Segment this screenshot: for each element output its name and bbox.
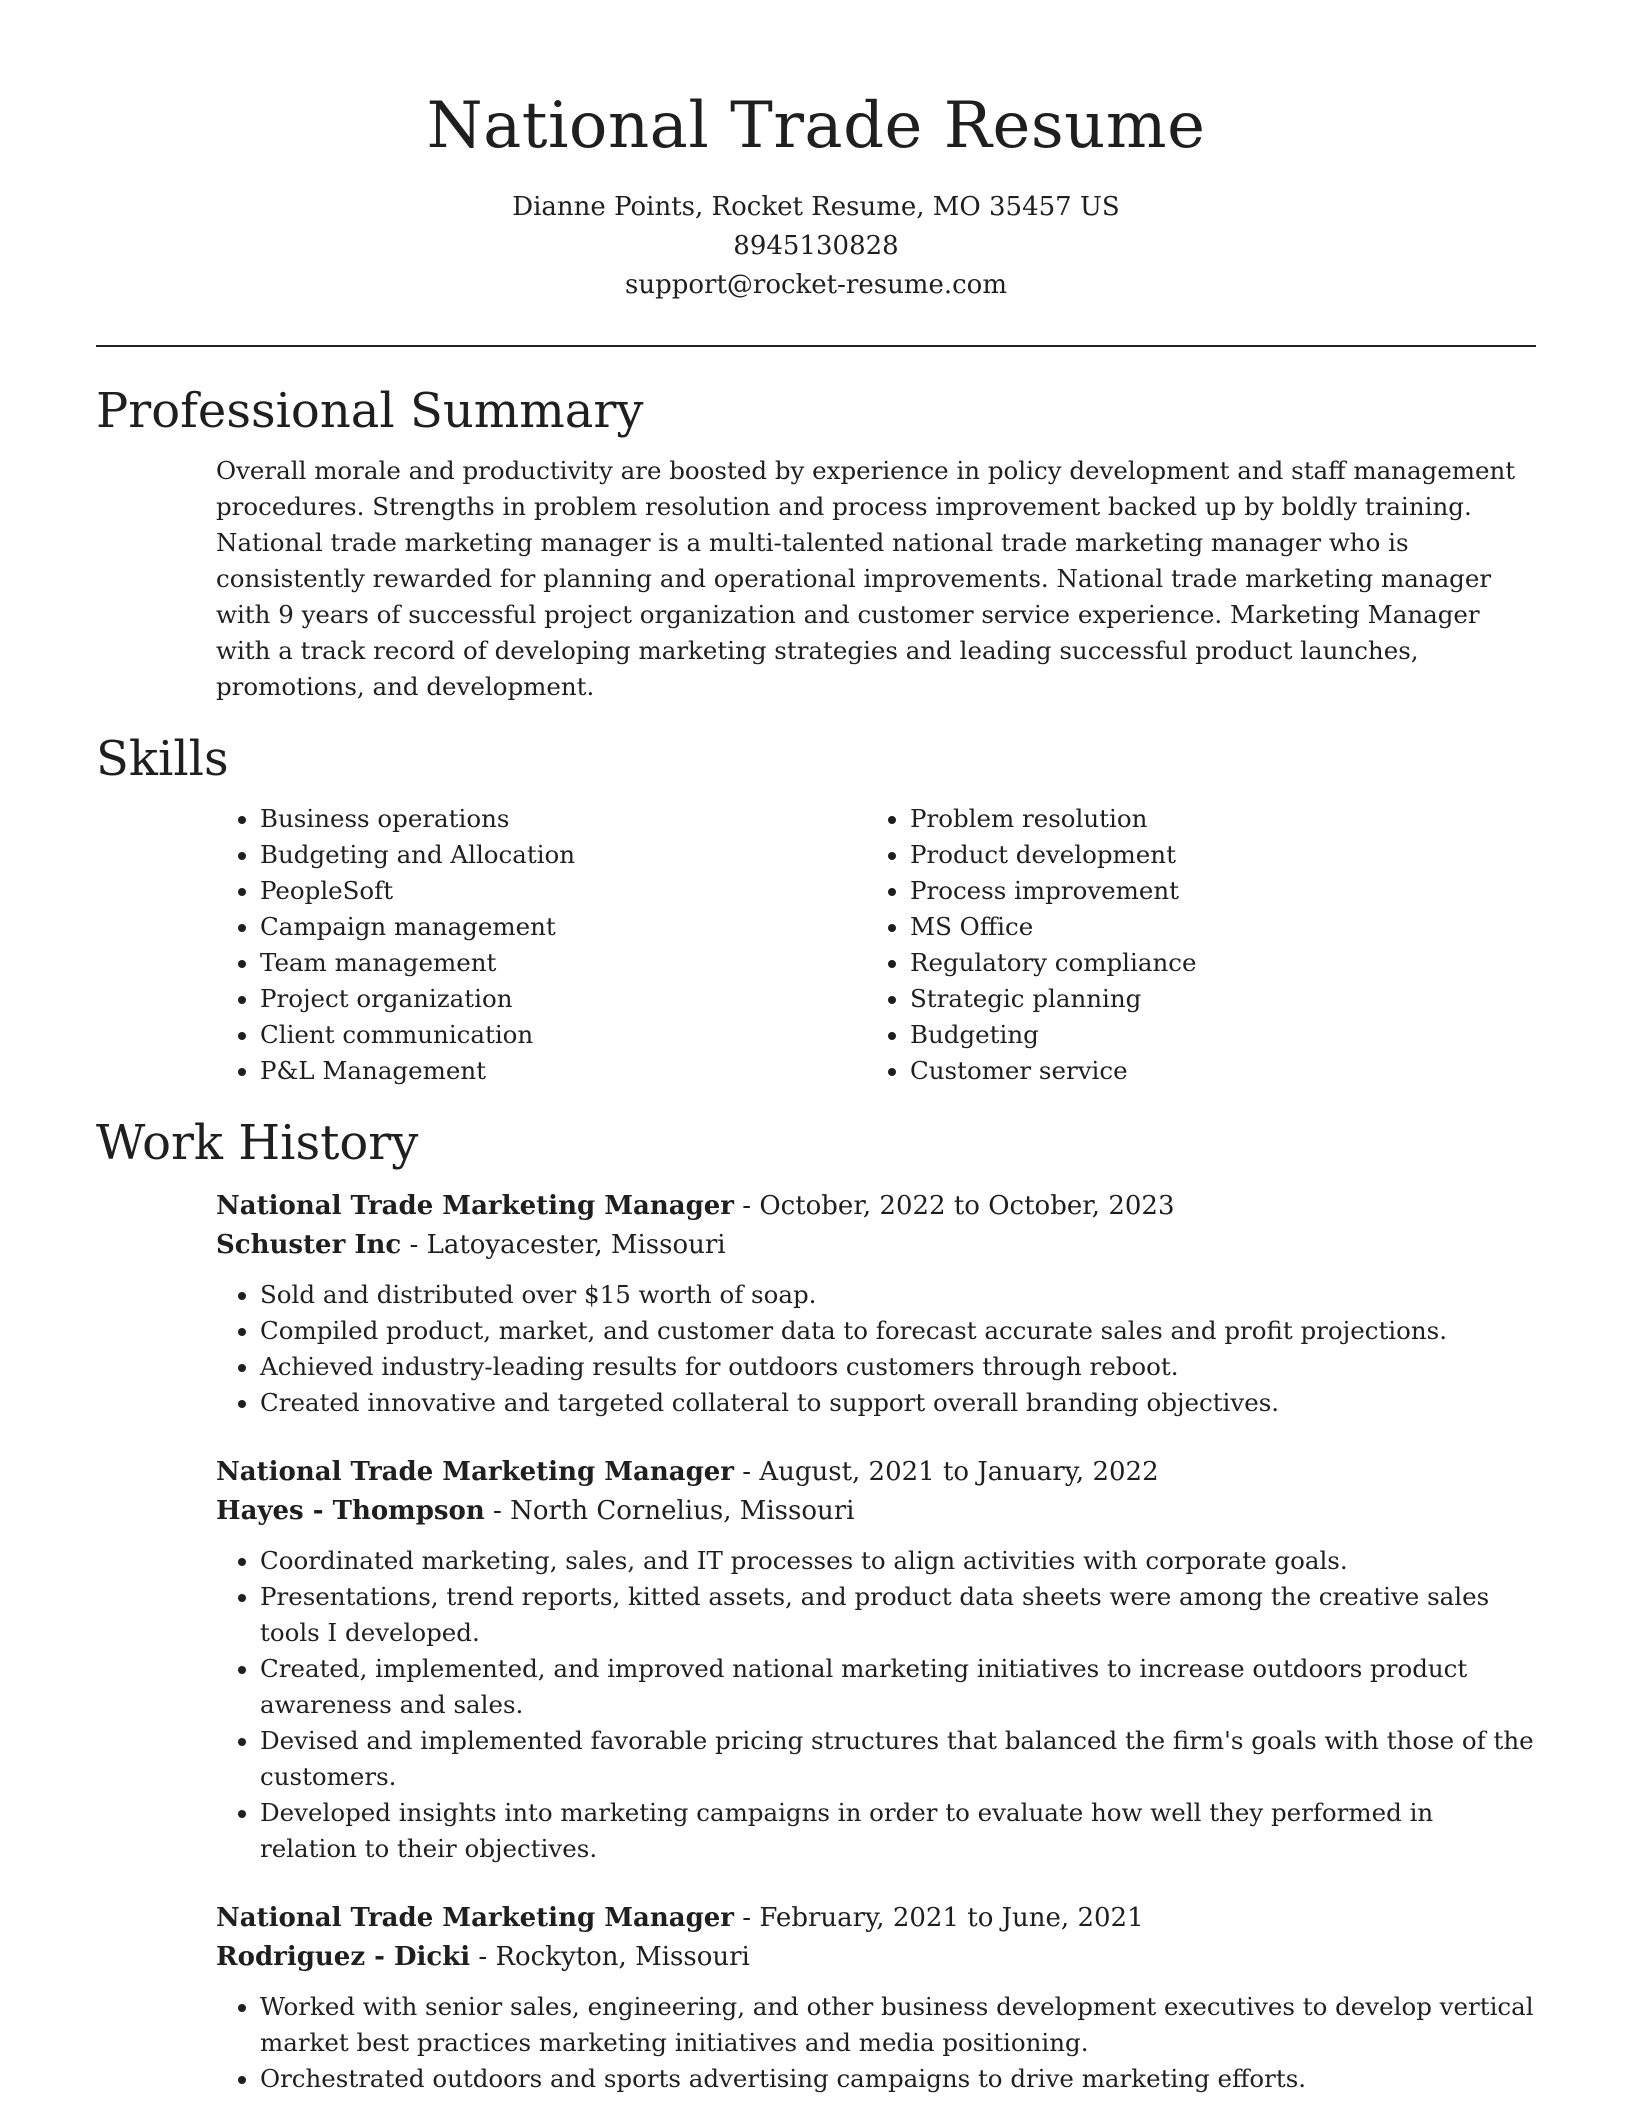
skill-item: • PeopleSoft: [260, 873, 866, 909]
resume-title: National Trade Resume: [426, 89, 1206, 163]
skills-column-left: [216, 801, 866, 1089]
summary-paragraph: Overall morale and productivity are boosted by experience in policy development and staff management procedures. Strengths in problem resolution and process improvement backed up by boldly training. National trade marketing manager is a multi-talented national trade marketing manager who is consistently rewarded for planning and operational improvements. National trade marketing manager with 9 years of successful project organization and customer service experience. Marketing Manager with a track record of developing marketing strategies and leading successful product launches, promotions, and development.: [216, 456, 1516, 701]
job-location: - Rockyton, Missouri: [470, 1942, 750, 1972]
job-bullet-list: [216, 1277, 1536, 1421]
job-title: National Trade Marketing Manager: [216, 1903, 734, 1933]
job-title-line: [216, 1453, 1536, 1492]
job-dates: - October, 2022 to October, 2023: [734, 1191, 1175, 1221]
job-title: National Trade Marketing Manager: [216, 1191, 734, 1221]
skill-item: • Customer service: [910, 1053, 1516, 1089]
job-company: Schuster Inc: [216, 1230, 402, 1260]
job-bullet: • Worked with senior sales, engineering, and other business development executives to develop vertical market best practices marketing initiatives and media positioning.: [260, 1989, 1536, 2061]
resume-header: [96, 0, 1536, 305]
job-company-line: [216, 1492, 1536, 1531]
skill-item: • Regulatory compliance: [910, 945, 1516, 981]
job-bullet-list: [216, 1989, 1536, 2097]
skills-section: [96, 729, 1536, 1089]
skill-item: • Strategic planning: [910, 981, 1516, 1017]
job-location: - North Cornelius, Missouri: [484, 1496, 855, 1526]
summary-heading: Professional Summary: [96, 383, 644, 439]
job-bullet: • Sold and distributed over $15 worth of soap.: [260, 1277, 1536, 1313]
skill-item: • Client communication: [260, 1017, 866, 1053]
job-company: Hayes - Thompson: [216, 1496, 485, 1526]
contact-email: support@rocket-resume.com: [624, 270, 1007, 300]
skills-list-right: [866, 801, 1516, 1089]
skill-item: • Business operations: [260, 801, 866, 837]
job-entry: [216, 1899, 1536, 2097]
skill-item: • Problem resolution: [910, 801, 1516, 837]
skill-item: • MS Office: [910, 909, 1516, 945]
job-bullet: • Created, implemented, and improved national marketing initiatives to increase outdoors product awareness and sales.: [260, 1651, 1536, 1723]
skill-item: • Product development: [910, 837, 1516, 873]
job-bullet: • Achieved industry-leading results for outdoors customers through reboot.: [260, 1349, 1536, 1385]
skill-item: • Budgeting: [910, 1017, 1516, 1053]
job-dates: - August, 2021 to January, 2022: [734, 1457, 1159, 1487]
header-divider: [96, 345, 1536, 347]
skill-item: • Project organization: [260, 981, 866, 1017]
job-bullet: • Created innovative and targeted collateral to support overall branding objectives.: [260, 1385, 1536, 1421]
job-entry: [216, 1187, 1536, 1421]
job-title-line: [216, 1899, 1536, 1938]
skill-item: • Campaign management: [260, 909, 866, 945]
skill-item: • Team management: [260, 945, 866, 981]
job-company: Rodriguez - Dicki: [216, 1942, 471, 1972]
job-company-line: [216, 1938, 1536, 1977]
job-entry: [216, 1453, 1536, 1867]
job-bullet: • Devised and implemented favorable pricing structures that balanced the firm's goals with those of the customers.: [260, 1723, 1536, 1795]
job-bullet: • Presentations, trend reports, kitted assets, and product data sheets were among the creative sales tools I developed.: [260, 1579, 1536, 1651]
job-company-line: [216, 1226, 1536, 1265]
job-list: [96, 1187, 1536, 2097]
contact-block: [96, 188, 1536, 305]
work-history-section: [96, 1113, 1536, 2097]
skills-heading: Skills: [96, 731, 229, 787]
skill-item: • Budgeting and Allocation: [260, 837, 866, 873]
skills-column-right: [866, 801, 1516, 1089]
skill-item: • P&L Management: [260, 1053, 866, 1089]
job-bullet: • Orchestrated outdoors and sports advertising campaigns to drive marketing efforts.: [260, 2061, 1536, 2097]
summary-section: [96, 381, 1536, 705]
skills-list-left: [216, 801, 866, 1089]
skill-item: • Process improvement: [910, 873, 1516, 909]
contact-phone: 8945130828: [733, 231, 899, 261]
contact-address: Dianne Points, Rocket Resume, MO 35457 US: [512, 192, 1120, 222]
job-bullet-list: [216, 1543, 1536, 1867]
skills-columns: [96, 801, 1536, 1089]
job-bullet: • Developed insights into marketing campaigns in order to evaluate how well they performed in relation to their objectives.: [260, 1795, 1536, 1867]
job-bullet: • Coordinated marketing, sales, and IT processes to align activities with corporate goals.: [260, 1543, 1536, 1579]
work-history-heading: Work History: [96, 1115, 419, 1171]
job-bullet: • Compiled product, market, and customer data to forecast accurate sales and profit projections.: [260, 1313, 1536, 1349]
job-title-line: [216, 1187, 1536, 1226]
job-location: - Latoyacester, Missouri: [401, 1230, 726, 1260]
job-dates: - February, 2021 to June, 2021: [734, 1903, 1144, 1933]
job-title: National Trade Marketing Manager: [216, 1457, 734, 1487]
